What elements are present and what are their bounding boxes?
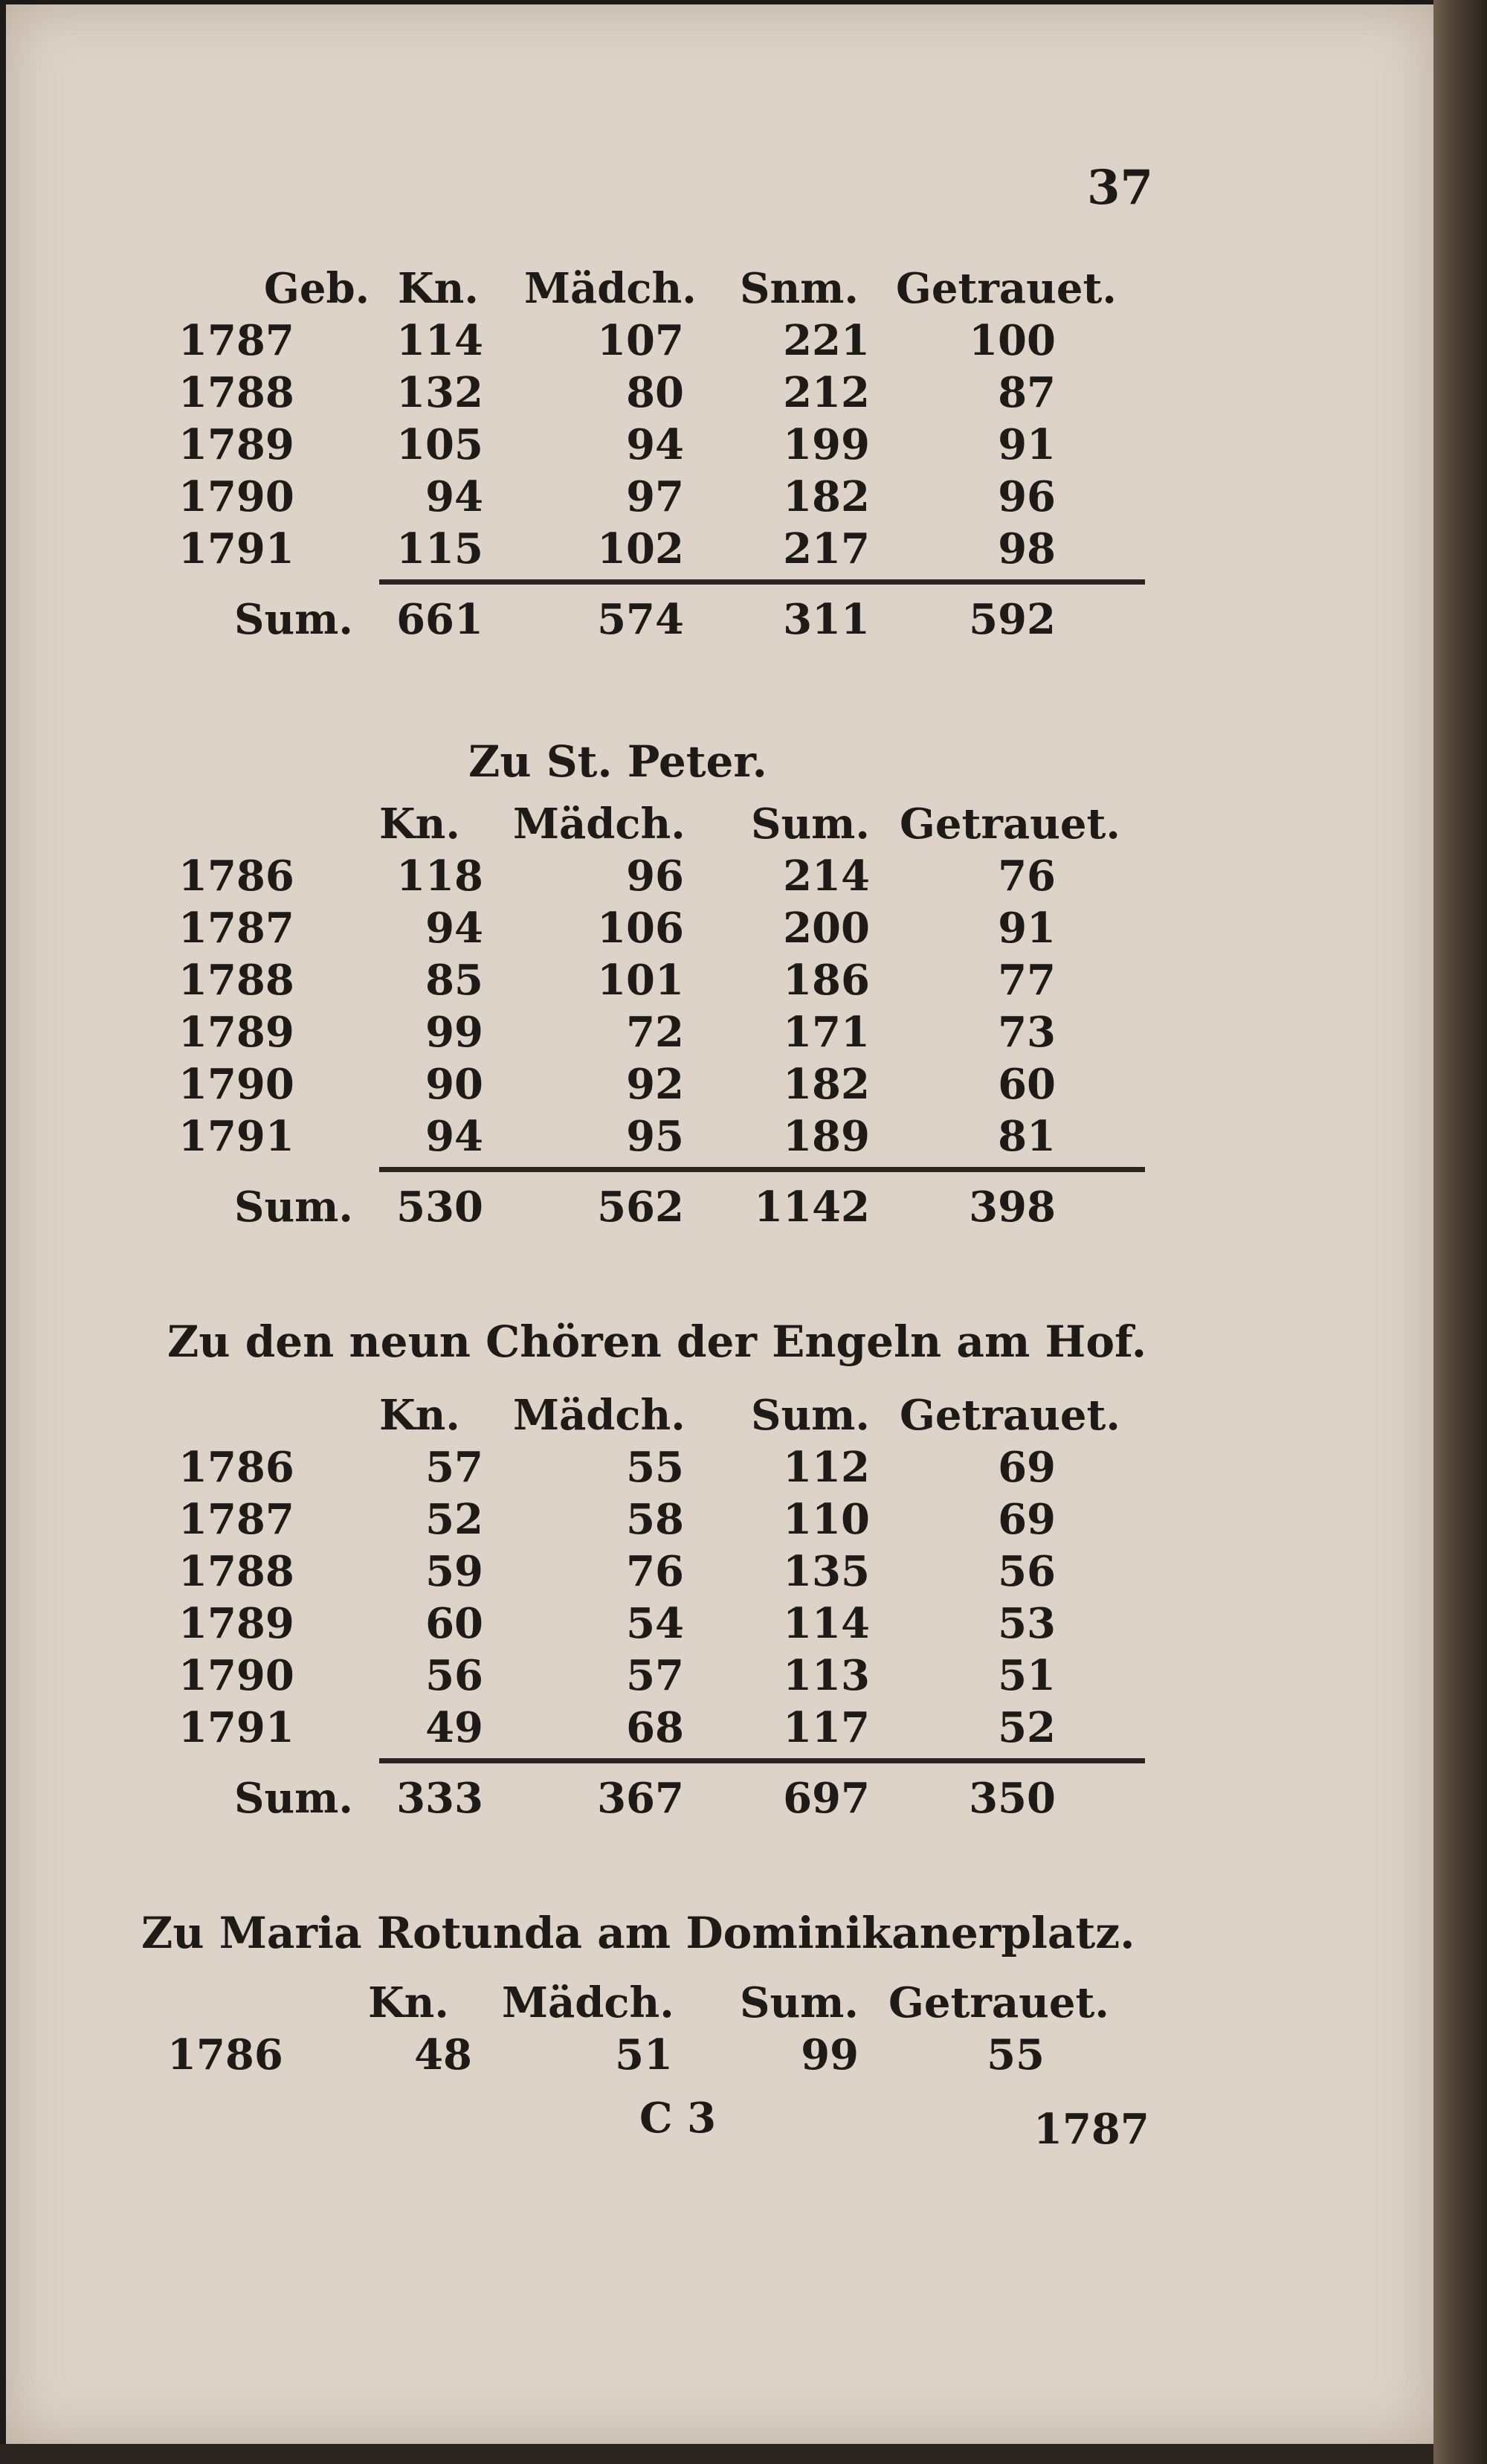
header-col-1: Kn. [379,800,460,849]
table-row [178,472,1294,524]
sum-cell: 212 [783,368,870,417]
sum-cell: 117 [783,1703,870,1752]
year-cell: 1791 [178,1112,294,1161]
table-row [178,1443,1294,1495]
boys-cell: 57 [425,1443,483,1492]
sum-cell: 114 [783,1599,870,1648]
girls-cell: 106 [597,904,684,953]
header-col-3: Sum. [751,800,870,849]
sum-divider-rule [379,1758,1145,1763]
header-col-1: Kn. [379,1391,460,1440]
sum-cell: 112 [783,1443,870,1492]
boys-cell: 48 [414,2030,472,2079]
year-cell: 1789 [178,1599,294,1648]
header-col-2: Mädch. [524,264,697,313]
boys-cell: 99 [425,1008,483,1057]
table-row [178,1112,1294,1164]
boys-cell: 49 [425,1703,483,1752]
girls-cell: 51 [615,2030,673,2079]
header-col-2: Mädch. [513,1391,686,1440]
boys-cell: 94 [425,904,483,953]
table-row [178,1599,1294,1651]
table-row [167,2030,1283,2082]
boys-cell: 132 [396,368,483,417]
married-cell: 100 [969,316,1056,365]
girls-cell: 72 [626,1008,684,1057]
section-title-maria-rotunda: Zu Maria Rotunda am Dominikanerplatz. [141,1908,1135,1958]
page-number: 37 [1087,160,1154,216]
girls-cell: 107 [597,316,684,365]
table-row [178,1060,1294,1112]
sum-row [178,595,1294,654]
year-cell: 1790 [178,1651,294,1700]
table-row [178,1495,1294,1547]
married-cell: 69 [998,1443,1056,1492]
table-header [167,1978,1283,2030]
boys-total: 333 [396,1774,483,1823]
table-header [178,264,1294,316]
sum-cell: 110 [783,1495,870,1544]
year-cell: 1790 [178,1060,294,1109]
table-row [178,956,1294,1008]
sum-cell: 214 [783,852,870,901]
sum-label: Sum. [234,1774,353,1823]
sum-cell: 200 [783,904,870,953]
sum-cell: 135 [783,1547,870,1596]
year-cell: 1789 [178,1008,294,1057]
sum-cell: 189 [783,1112,870,1161]
signature-mark: C 3 [639,2094,717,2143]
sum-total: 311 [783,595,870,644]
girls-cell: 58 [626,1495,684,1544]
sum-row [178,1183,1294,1242]
header-col-4: Getrauet. [900,800,1120,849]
header-col-2: Mädch. [513,800,686,849]
header-col-3: Sum. [751,1391,870,1440]
boys-cell: 118 [396,852,483,901]
table-row [178,420,1294,472]
girls-cell: 101 [597,956,684,1005]
year-cell: 1791 [178,1703,294,1752]
year-cell: 1788 [178,1547,294,1596]
girls-cell: 76 [626,1547,684,1596]
girls-cell: 92 [626,1060,684,1109]
table-row [178,368,1294,420]
boys-cell: 114 [396,316,483,365]
married-total: 350 [969,1774,1056,1823]
sum-divider-rule [379,1167,1145,1172]
year-cell: 1787 [178,316,294,365]
header-col-4: Getrauet. [900,1391,1120,1440]
table-row [178,1008,1294,1060]
sum-total: 697 [783,1774,870,1823]
boys-cell: 94 [425,1112,483,1161]
girls-total: 367 [597,1774,684,1823]
table-row [178,1547,1294,1599]
sum-cell: 217 [783,524,870,573]
girls-cell: 57 [626,1651,684,1700]
table-row [178,904,1294,956]
boys-cell: 85 [425,956,483,1005]
sum-cell: 99 [801,2030,859,2079]
table-row [178,1651,1294,1703]
header-col-3: Snm. [740,264,859,313]
table-header [178,1391,1294,1443]
sum-row [178,1774,1294,1833]
married-cell: 91 [998,904,1056,953]
header-col-1: Kn. [398,264,479,313]
married-cell: 53 [998,1599,1056,1648]
year-cell: 1788 [178,956,294,1005]
boys-cell: 56 [425,1651,483,1700]
table-row [178,1703,1294,1755]
year-cell: 1791 [178,524,294,573]
year-cell: 1788 [178,368,294,417]
married-cell: 73 [998,1008,1056,1057]
sum-divider-rule [379,579,1145,585]
boys-cell: 90 [425,1060,483,1109]
header-col-1: Kn. [368,1978,449,2027]
header-col-3: Sum. [740,1978,859,2027]
married-cell: 77 [998,956,1056,1005]
girls-total: 574 [597,595,684,644]
married-cell: 87 [998,368,1056,417]
married-cell: 52 [998,1703,1056,1752]
header-col-4: Getrauet. [888,1978,1109,2027]
sum-cell: 113 [783,1651,870,1700]
boys-total: 530 [396,1183,483,1232]
married-total: 592 [969,595,1056,644]
married-cell: 96 [998,472,1056,521]
girls-cell: 68 [626,1703,684,1752]
book-spine [1433,0,1487,2464]
girls-cell: 80 [626,368,684,417]
boys-cell: 59 [425,1547,483,1596]
girls-cell: 94 [626,420,684,469]
year-cell: 1790 [178,472,294,521]
table-section-3 [178,1391,1294,1833]
boys-cell: 105 [396,420,483,469]
boys-cell: 94 [425,472,483,521]
sum-cell: 182 [783,472,870,521]
boys-cell: 60 [425,1599,483,1648]
table-section-4 [167,1978,1283,2082]
girls-cell: 97 [626,472,684,521]
married-cell: 55 [987,2030,1045,2079]
girls-cell: 102 [597,524,684,573]
married-cell: 98 [998,524,1056,573]
sum-cell: 221 [783,316,870,365]
table-section-2 [178,800,1294,1242]
sum-total: 1142 [754,1183,870,1232]
boys-cell: 115 [396,524,483,573]
section-title-neun-choeren: Zu den neun Chören der Engeln am Hof. [167,1316,1147,1367]
year-cell: 1786 [167,2030,283,2079]
girls-cell: 54 [626,1599,684,1648]
table-header [178,800,1294,852]
sum-label: Sum. [234,595,353,644]
page-bottom-edge [0,2444,1433,2464]
catchword: 1787 [1033,2105,1149,2154]
married-cell: 56 [998,1547,1056,1596]
married-cell: 51 [998,1651,1056,1700]
girls-cell: 95 [626,1112,684,1161]
sum-cell: 199 [783,420,870,469]
year-cell: 1786 [178,1443,294,1492]
married-total: 398 [969,1183,1056,1232]
married-cell: 60 [998,1060,1056,1109]
year-cell: 1786 [178,852,294,901]
boys-total: 661 [396,595,483,644]
girls-total: 562 [597,1183,684,1232]
sum-cell: 171 [783,1008,870,1057]
boys-cell: 52 [425,1495,483,1544]
table-row [178,852,1294,904]
sum-cell: 186 [783,956,870,1005]
table-row [178,524,1294,576]
header-col-4: Getrauet. [896,264,1117,313]
table-section-1 [178,264,1294,654]
girls-cell: 96 [626,852,684,901]
girls-cell: 55 [626,1443,684,1492]
section-title-st-peter: Zu St. Peter. [468,736,767,787]
year-cell: 1789 [178,420,294,469]
married-cell: 76 [998,852,1056,901]
year-cell: 1787 [178,1495,294,1544]
married-cell: 69 [998,1495,1056,1544]
married-cell: 81 [998,1112,1056,1161]
header-col-2: Mädch. [502,1978,674,2027]
sum-label: Sum. [234,1183,353,1232]
header-col-0: Geb. [264,264,370,313]
married-cell: 91 [998,420,1056,469]
sum-cell: 182 [783,1060,870,1109]
table-row [178,316,1294,368]
year-cell: 1787 [178,904,294,953]
